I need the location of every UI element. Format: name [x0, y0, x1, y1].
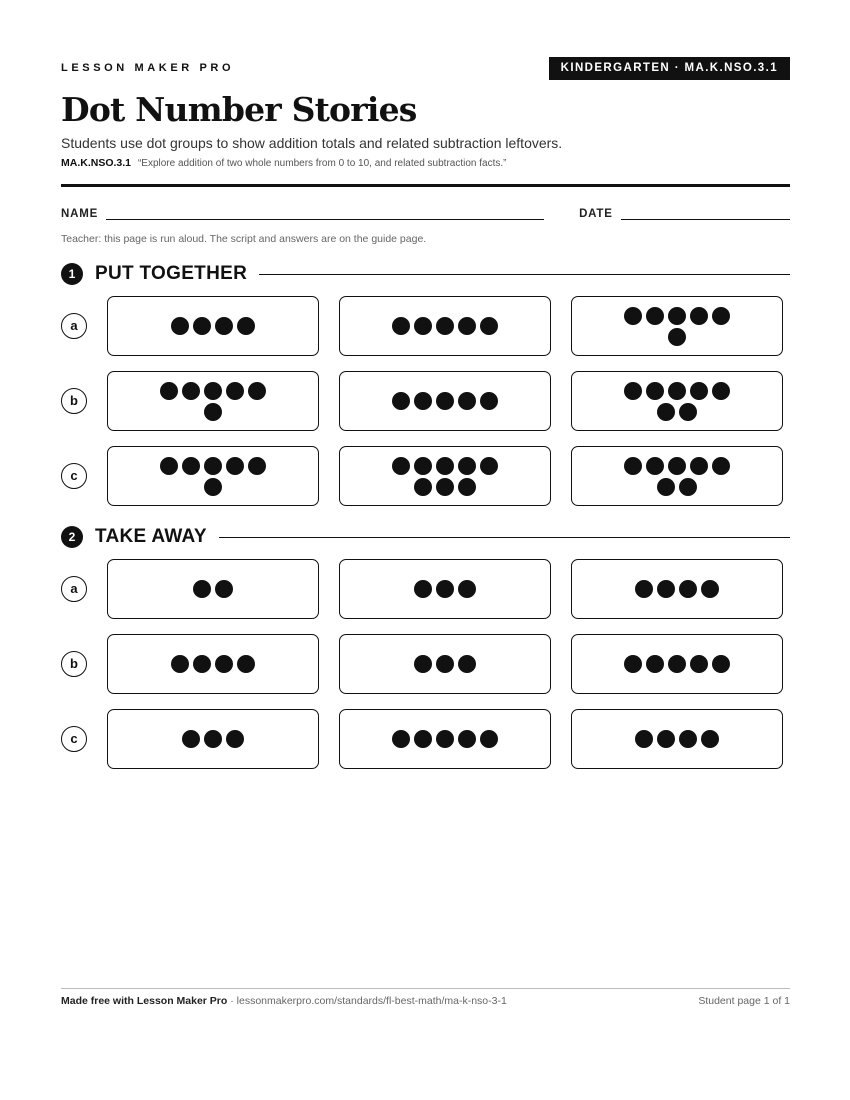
worksheet-page — [61, 56, 790, 770]
task-row — [61, 370, 790, 432]
counting-dot — [624, 457, 642, 475]
counting-dot — [160, 457, 178, 475]
counting-dot — [624, 655, 642, 673]
counting-dot — [436, 655, 454, 673]
counting-dot — [248, 382, 266, 400]
dot-row — [624, 382, 730, 400]
task-row — [61, 708, 790, 770]
dot-card-group — [107, 709, 783, 769]
section — [61, 260, 790, 507]
task-rows — [61, 558, 790, 770]
counting-dot — [226, 730, 244, 748]
date-label: DATE — [579, 208, 613, 220]
counting-dot — [668, 457, 686, 475]
counting-dot — [193, 317, 211, 335]
counting-dot — [657, 730, 675, 748]
counting-dot — [392, 457, 410, 475]
counting-dot — [712, 307, 730, 325]
counting-dot — [182, 730, 200, 748]
counting-dot — [690, 457, 708, 475]
dot-row — [171, 655, 255, 673]
counting-dot — [690, 307, 708, 325]
section-title: TAKE AWAY — [95, 526, 207, 547]
dot-card — [107, 371, 319, 431]
dot-card-group — [107, 371, 783, 431]
counting-dot — [215, 655, 233, 673]
task-row — [61, 558, 790, 620]
dot-row — [624, 307, 730, 325]
section-title: PUT TOGETHER — [95, 263, 248, 284]
counting-dot — [436, 580, 454, 598]
dot-card — [571, 296, 783, 356]
dot-row — [414, 655, 476, 673]
counting-dot — [436, 457, 454, 475]
date-field[interactable] — [621, 209, 790, 220]
counting-dot — [458, 655, 476, 673]
counting-dot — [204, 382, 222, 400]
dot-row — [624, 655, 730, 673]
student-fields — [61, 204, 790, 220]
counting-dot — [646, 457, 664, 475]
counting-dot — [668, 328, 686, 346]
counting-dot — [657, 478, 675, 496]
row-letter-label: c — [61, 726, 87, 752]
counting-dot — [392, 392, 410, 410]
standard-code: MA.K.NSO.3.1 — [61, 157, 132, 169]
counting-dot — [701, 580, 719, 598]
counting-dot — [215, 317, 233, 335]
row-letter-label: b — [61, 651, 87, 677]
counting-dot — [712, 457, 730, 475]
counting-dot — [436, 392, 454, 410]
counting-dot — [480, 457, 498, 475]
counting-dot — [624, 382, 642, 400]
section-rule — [259, 274, 790, 275]
footer-made-with: Made free with Lesson Maker Pro — [61, 995, 228, 1007]
task-row — [61, 295, 790, 357]
counting-dot — [668, 655, 686, 673]
counting-dot — [160, 382, 178, 400]
counting-dot — [701, 730, 719, 748]
counting-dot — [414, 478, 432, 496]
section-number-badge: 1 — [61, 263, 83, 285]
counting-dot — [657, 403, 675, 421]
counting-dot — [635, 580, 653, 598]
dot-row — [160, 457, 266, 475]
dot-card-group — [107, 634, 783, 694]
grade-standard-badge: KINDERGARTEN · MA.K.NSO.3.1 — [549, 57, 790, 80]
counting-dot — [690, 382, 708, 400]
brand-name: LESSON MAKER PRO — [61, 62, 235, 74]
counting-dot — [458, 392, 476, 410]
footer-credit — [61, 995, 507, 1007]
dot-card — [339, 371, 551, 431]
counting-dot — [712, 382, 730, 400]
dot-card — [339, 296, 551, 356]
counting-dot — [414, 457, 432, 475]
counting-dot — [458, 478, 476, 496]
dot-card-group — [107, 559, 783, 619]
dot-row — [204, 403, 222, 421]
dot-card — [339, 446, 551, 506]
section-rule — [219, 537, 790, 538]
dot-row — [193, 580, 233, 598]
dot-card — [107, 559, 319, 619]
counting-dot — [679, 403, 697, 421]
dot-card-group — [107, 446, 783, 506]
dot-card — [571, 559, 783, 619]
counting-dot — [414, 730, 432, 748]
counting-dot — [624, 307, 642, 325]
counting-dot — [204, 478, 222, 496]
counting-dot — [712, 655, 730, 673]
counting-dot — [646, 655, 664, 673]
section — [61, 523, 790, 770]
counting-dot — [480, 392, 498, 410]
dot-card — [107, 709, 319, 769]
counting-dot — [237, 655, 255, 673]
counting-dot — [248, 457, 266, 475]
dot-card — [339, 709, 551, 769]
counting-dot — [414, 655, 432, 673]
counting-dot — [414, 392, 432, 410]
dot-row — [668, 328, 686, 346]
dot-card — [339, 559, 551, 619]
counting-dot — [392, 317, 410, 335]
counting-dot — [668, 307, 686, 325]
dot-card — [571, 634, 783, 694]
dot-row — [635, 730, 719, 748]
counting-dot — [171, 317, 189, 335]
row-letter-label: a — [61, 313, 87, 339]
dot-card — [571, 371, 783, 431]
task-row — [61, 445, 790, 507]
dot-card-group — [107, 296, 783, 356]
dot-row — [635, 580, 719, 598]
counting-dot — [171, 655, 189, 673]
counting-dot — [635, 730, 653, 748]
section-number-badge: 2 — [61, 526, 83, 548]
name-field[interactable] — [106, 209, 544, 220]
dot-row — [204, 478, 222, 496]
page-subtitle: Students use dot groups to show addition totals and related subtraction leftovers. — [61, 135, 563, 151]
dot-card — [339, 634, 551, 694]
dot-card — [107, 634, 319, 694]
dot-row — [392, 392, 498, 410]
standard-description: “Explore addition of two whole numbers from 0 to 10, and related subtraction facts.” — [137, 158, 507, 169]
counting-dot — [436, 317, 454, 335]
dot-row — [171, 317, 255, 335]
dot-row — [414, 580, 476, 598]
counting-dot — [193, 655, 211, 673]
counting-dot — [458, 730, 476, 748]
counting-dot — [414, 317, 432, 335]
standard-line — [61, 156, 790, 171]
task-row — [61, 633, 790, 695]
dot-card — [107, 296, 319, 356]
row-letter-label: b — [61, 388, 87, 414]
counting-dot — [679, 580, 697, 598]
dot-row — [624, 457, 730, 475]
counting-dot — [392, 730, 410, 748]
task-rows — [61, 295, 790, 507]
dot-row — [392, 457, 498, 475]
counting-dot — [226, 382, 244, 400]
counting-dot — [182, 382, 200, 400]
counting-dot — [193, 580, 211, 598]
dot-row — [657, 403, 697, 421]
counting-dot — [458, 317, 476, 335]
counting-dot — [679, 730, 697, 748]
counting-dot — [646, 307, 664, 325]
page-title: Dot Number Stories — [61, 90, 417, 129]
counting-dot — [414, 580, 432, 598]
dot-row — [182, 730, 244, 748]
dot-row — [392, 317, 498, 335]
counting-dot — [679, 478, 697, 496]
row-letter-label: a — [61, 576, 87, 602]
counting-dot — [237, 317, 255, 335]
header-divider — [61, 184, 790, 187]
counting-dot — [480, 317, 498, 335]
counting-dot — [690, 655, 708, 673]
counting-dot — [204, 730, 222, 748]
section-header — [61, 260, 790, 288]
counting-dot — [436, 730, 454, 748]
counting-dot — [480, 730, 498, 748]
counting-dot — [458, 580, 476, 598]
dot-row — [657, 478, 697, 496]
counting-dot — [226, 457, 244, 475]
page-footer — [61, 988, 790, 1007]
counting-dot — [458, 457, 476, 475]
section-header — [61, 523, 790, 551]
dot-card — [107, 446, 319, 506]
counting-dot — [668, 382, 686, 400]
counting-dot — [215, 580, 233, 598]
counting-dot — [657, 580, 675, 598]
counting-dot — [204, 403, 222, 421]
top-row — [61, 56, 790, 80]
row-letter-label: c — [61, 463, 87, 489]
footer-url: · lessonmakerpro.com/standards/fl-best-math/ma-k-nso-3-1 — [227, 995, 507, 1007]
name-label: NAME — [61, 208, 99, 220]
counting-dot — [182, 457, 200, 475]
sections-container — [61, 260, 790, 770]
dot-card — [571, 709, 783, 769]
counting-dot — [646, 382, 664, 400]
teacher-note: Teacher: this page is run aloud. The script and answers are on the guide page. — [61, 233, 427, 245]
dot-card — [571, 446, 783, 506]
dot-row — [392, 730, 498, 748]
counting-dot — [204, 457, 222, 475]
footer-page-number: Student page 1 of 1 — [698, 995, 790, 1007]
counting-dot — [436, 478, 454, 496]
dot-row — [414, 478, 476, 496]
dot-row — [160, 382, 266, 400]
